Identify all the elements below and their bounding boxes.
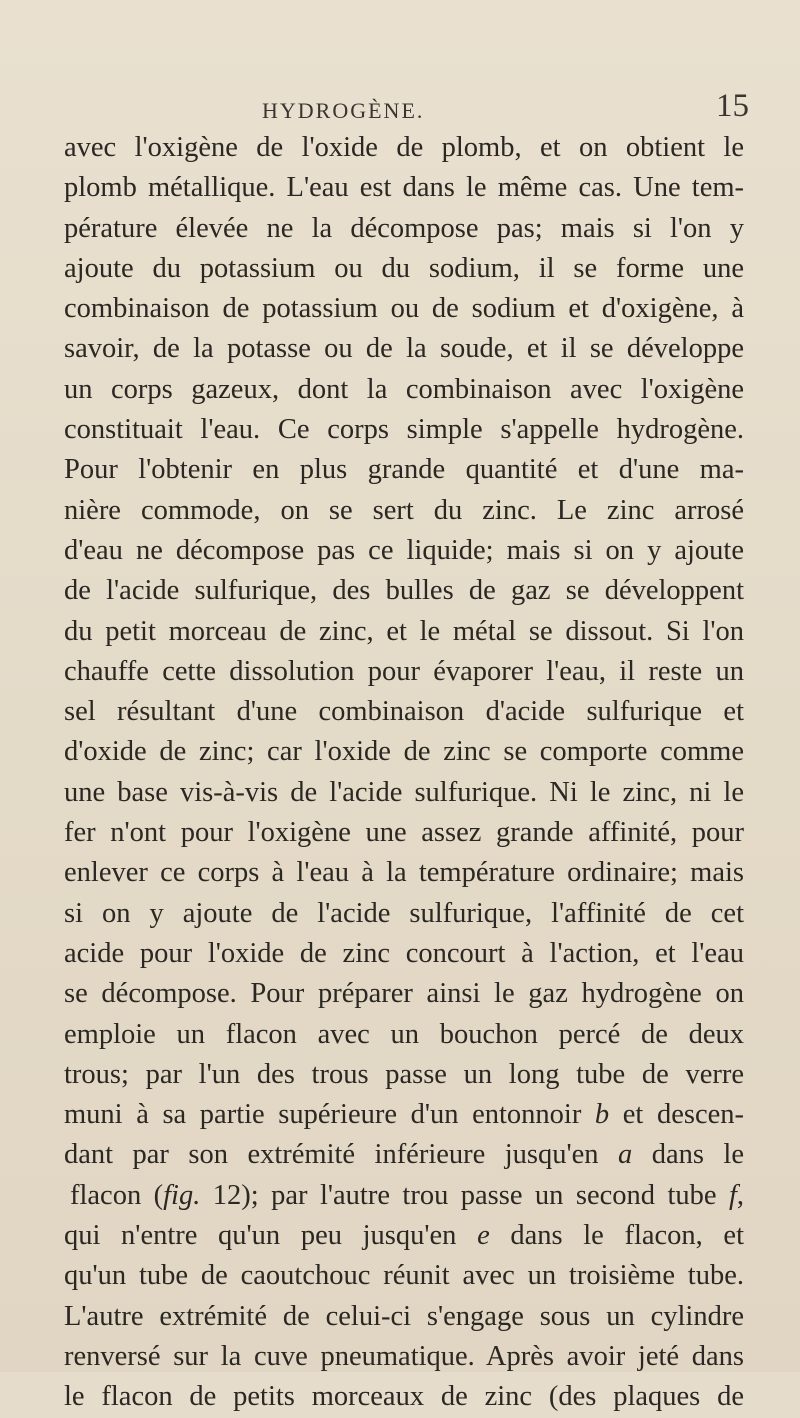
body-text	[64, 128, 744, 1418]
text-line: emploie un flacon avec un bouchon percé de deux	[64, 1018, 744, 1050]
text-line: renversé sur la cuve pneumatique. Après avoir jeté dans	[64, 1340, 744, 1372]
running-head: HYDROGÈNE.	[262, 98, 425, 123]
text-line: le flacon de petits morceaux de zinc (des plaques de	[64, 1381, 744, 1413]
text-line: acide pour l'oxide de zinc concourt à l'action, et l'eau	[64, 937, 744, 969]
text-line: chauffe cette dissolution pour évaporer l'eau, il reste un	[64, 655, 744, 687]
text-line: un corps gazeux, dont la combinaison avec l'oxigène	[64, 373, 744, 405]
text-line: dant par son extrémité inférieure jusqu'en a dans le	[64, 1139, 745, 1171]
text-line: sel résultant d'une combinaison d'acide sulfurique et	[64, 696, 744, 728]
text-line: trous; par l'un des trous passe un long tube de verre	[64, 1058, 744, 1090]
page-number: 15	[716, 88, 749, 124]
text-line: d'oxide de zinc; car l'oxide de zinc se comporte comme	[64, 736, 744, 768]
text-line: se décompose. Pour préparer ainsi le gaz hydrogène on	[64, 978, 744, 1010]
text-line: muni à sa partie supérieure d'un entonnoir b et descen-	[64, 1099, 744, 1131]
text-line: enlever ce corps à l'eau à la température ordinaire; mais	[64, 857, 744, 889]
text-line: Pour l'obtenir en plus grande quantité et d'une ma-	[64, 454, 744, 486]
text-line: avec l'oxigène de l'oxide de plomb, et on obtient le	[64, 132, 744, 163]
text-line: d'eau ne décompose pas ce liquide; mais si on y ajoute	[64, 534, 744, 566]
text-line: L'autre extrémité de celui-ci s'engage sous un cylindre	[64, 1300, 744, 1332]
text-line: combinaison de potassium ou de sodium et d'oxigène, à	[64, 293, 744, 325]
text-line: fer n'ont pour l'oxigène une assez grande affinité, pour	[64, 817, 744, 849]
text-line: savoir, de la potasse ou de la soude, et il se développe	[64, 333, 744, 365]
text-line: de l'acide sulfurique, des bulles de gaz se développent	[64, 575, 744, 607]
text-line: pérature élevée ne la décompose pas; mais si l'on y	[64, 212, 744, 244]
text-line: du petit morceau de zinc, et le métal se dissout. Si l'on	[64, 615, 744, 647]
text-line: nière commode, on se sert du zinc. Le zinc arrosé	[64, 494, 744, 526]
text-line: flacon (fig. 12); par l'autre trou passe un second tube f,	[70, 1179, 744, 1211]
text-line: plomb métallique. L'eau est dans le même cas. Une tem-	[64, 172, 744, 204]
text-line: qu'un tube de caoutchouc réunit avec un troisième tube.	[64, 1260, 744, 1292]
text-line: ajoute du potassium ou du sodium, il se forme une	[64, 252, 744, 284]
text-line: une base vis-à-vis de l'acide sulfurique. Ni le zinc, ni le	[64, 776, 744, 808]
text-line: si on y ajoute de l'acide sulfurique, l'affinité de cet	[64, 897, 744, 929]
text-line: qui n'entre qu'un peu jusqu'en e dans le flacon, et	[64, 1220, 744, 1252]
text-line: constituait l'eau. Ce corps simple s'appelle hydrogène.	[64, 414, 744, 446]
